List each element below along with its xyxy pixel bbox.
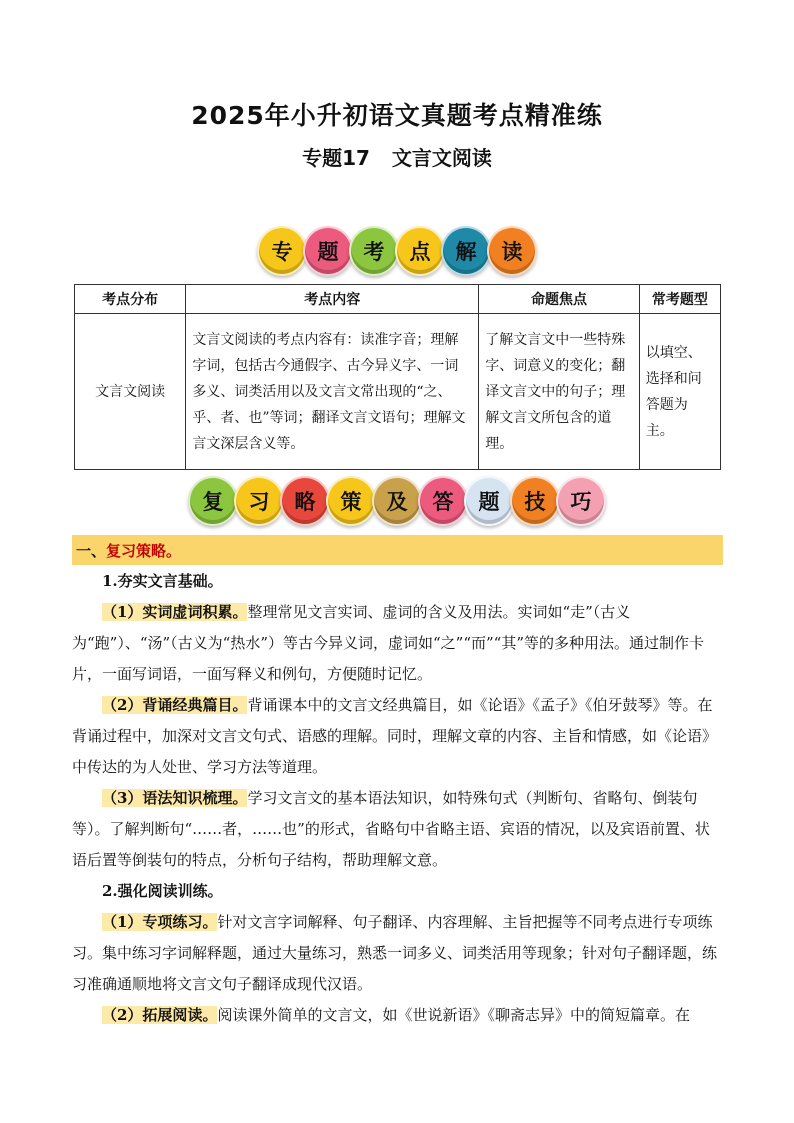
badge-circle: 题 (303, 226, 353, 276)
table-row (75, 314, 721, 470)
table-cell: 文言文阅读 (75, 314, 186, 470)
badge-circle: 略 (280, 476, 330, 526)
section-heading-bar (72, 535, 723, 565)
badge-circle: 题 (464, 476, 514, 526)
paragraph-text: 学习文言文的基本语法知识，如特殊句式（判断句、省略句、倒装句等）。了解判断句“……者，……也”的形式，省略句中省略主语、宾语的情况，以及宾语前置、状语后置等倒装句的特点，分析句子结构，帮助理解文意。 (72, 789, 710, 869)
badge-circle: 解 (441, 226, 491, 276)
badge-circle: 答 (418, 476, 468, 526)
badge-circle: 及 (372, 476, 422, 526)
highlight-label: （2）拓展阅读。 (102, 1006, 218, 1024)
section-title: 复习策略。 (106, 541, 182, 560)
table-header: 常考题型 (639, 285, 720, 314)
document-title: 2025年小升初语文真题考点精准练 (191, 101, 603, 130)
paragraph (72, 907, 723, 1000)
review-strategy-banner (0, 476, 794, 526)
highlight-label: （2）背诵经典篇目。 (102, 696, 248, 714)
paragraph (72, 1000, 723, 1031)
badge-circle: 巧 (556, 476, 606, 526)
paragraph (72, 597, 723, 690)
paragraph-text: 阅读课外简单的文言文，如《世说新语》《聊斋志异》中的简短篇章。在 (217, 1006, 690, 1024)
badge-circle: 考 (349, 226, 399, 276)
table-header: 命题焦点 (479, 285, 639, 314)
body-text (72, 566, 723, 1031)
exam-point-table (74, 284, 721, 470)
section-number: 一、 (76, 541, 107, 560)
table-header-row (75, 285, 721, 314)
badge-circle: 技 (510, 476, 560, 526)
subheading: 1.夯实文言基础。 (102, 572, 223, 590)
document-subtitle (0, 142, 794, 171)
paragraph-text: 针对文言字词解释、句子翻译、内容理解、主旨把握等不同考点进行专项练习。集中练习字词解释题，通过大量练习，熟悉一词多义、词类活用等现象；针对句子翻译题，练习准确通顺地将文言文句子翻译成现代汉语。 (72, 913, 718, 993)
badge-circle: 点 (395, 226, 445, 276)
highlight-label: （1）专项练习。 (102, 913, 218, 931)
subheading: 2.强化阅读训练。 (102, 882, 223, 900)
topic-number: 专题17 (302, 146, 370, 170)
table-cell: 以填空、选择和问答题为主。 (639, 314, 720, 470)
table-cell: 了解文言文中一些特殊字、词意义的变化；翻译文言文中的句子；理解文言文所包含的道理。 (479, 314, 639, 470)
badge-circle: 策 (326, 476, 376, 526)
table-header: 考点分布 (75, 285, 186, 314)
badge-circle: 复 (188, 476, 238, 526)
highlight-label: （1）实词虚词积累。 (102, 603, 248, 621)
topic-name: 文言文阅读 (391, 146, 492, 170)
paragraph (72, 783, 723, 876)
highlight-label: （3）语法知识梳理。 (102, 789, 248, 807)
badge-circle: 习 (234, 476, 284, 526)
table-cell: 文言文阅读的考点内容有：读准字音；理解字词，包括古今通假字、古今异义字、一词多义、词类活用以及文言文常出现的“之、乎、者、也”等词；翻译文言文语句；理解文言文深层含义等。 (186, 314, 479, 470)
paragraph-text: 整理常见文言实词、虚词的含义及用法。实词如“走”（古义为“跑”）、“汤”（古义为“热水”）等古今异义词，虚词如“之”“而”“其”等的多种用法。通过制作卡片，一面写词语，一面写释义和例句，方便随时记忆。 (72, 603, 705, 683)
badge-circle: 读 (487, 226, 537, 276)
paragraph-text: 背诵课本中的文言文经典篇目，如《论语》《孟子》《伯牙鼓琴》等。在背诵过程中，加深对文言文句式、语感的理解。同时，理解文章的内容、主旨和情感，如《论语》中传达的为人处世、学习方法等道理。 (72, 696, 718, 776)
topic-analysis-banner (0, 226, 794, 276)
table-header: 考点内容 (186, 285, 479, 314)
paragraph (72, 690, 723, 783)
badge-circle: 专 (257, 226, 307, 276)
